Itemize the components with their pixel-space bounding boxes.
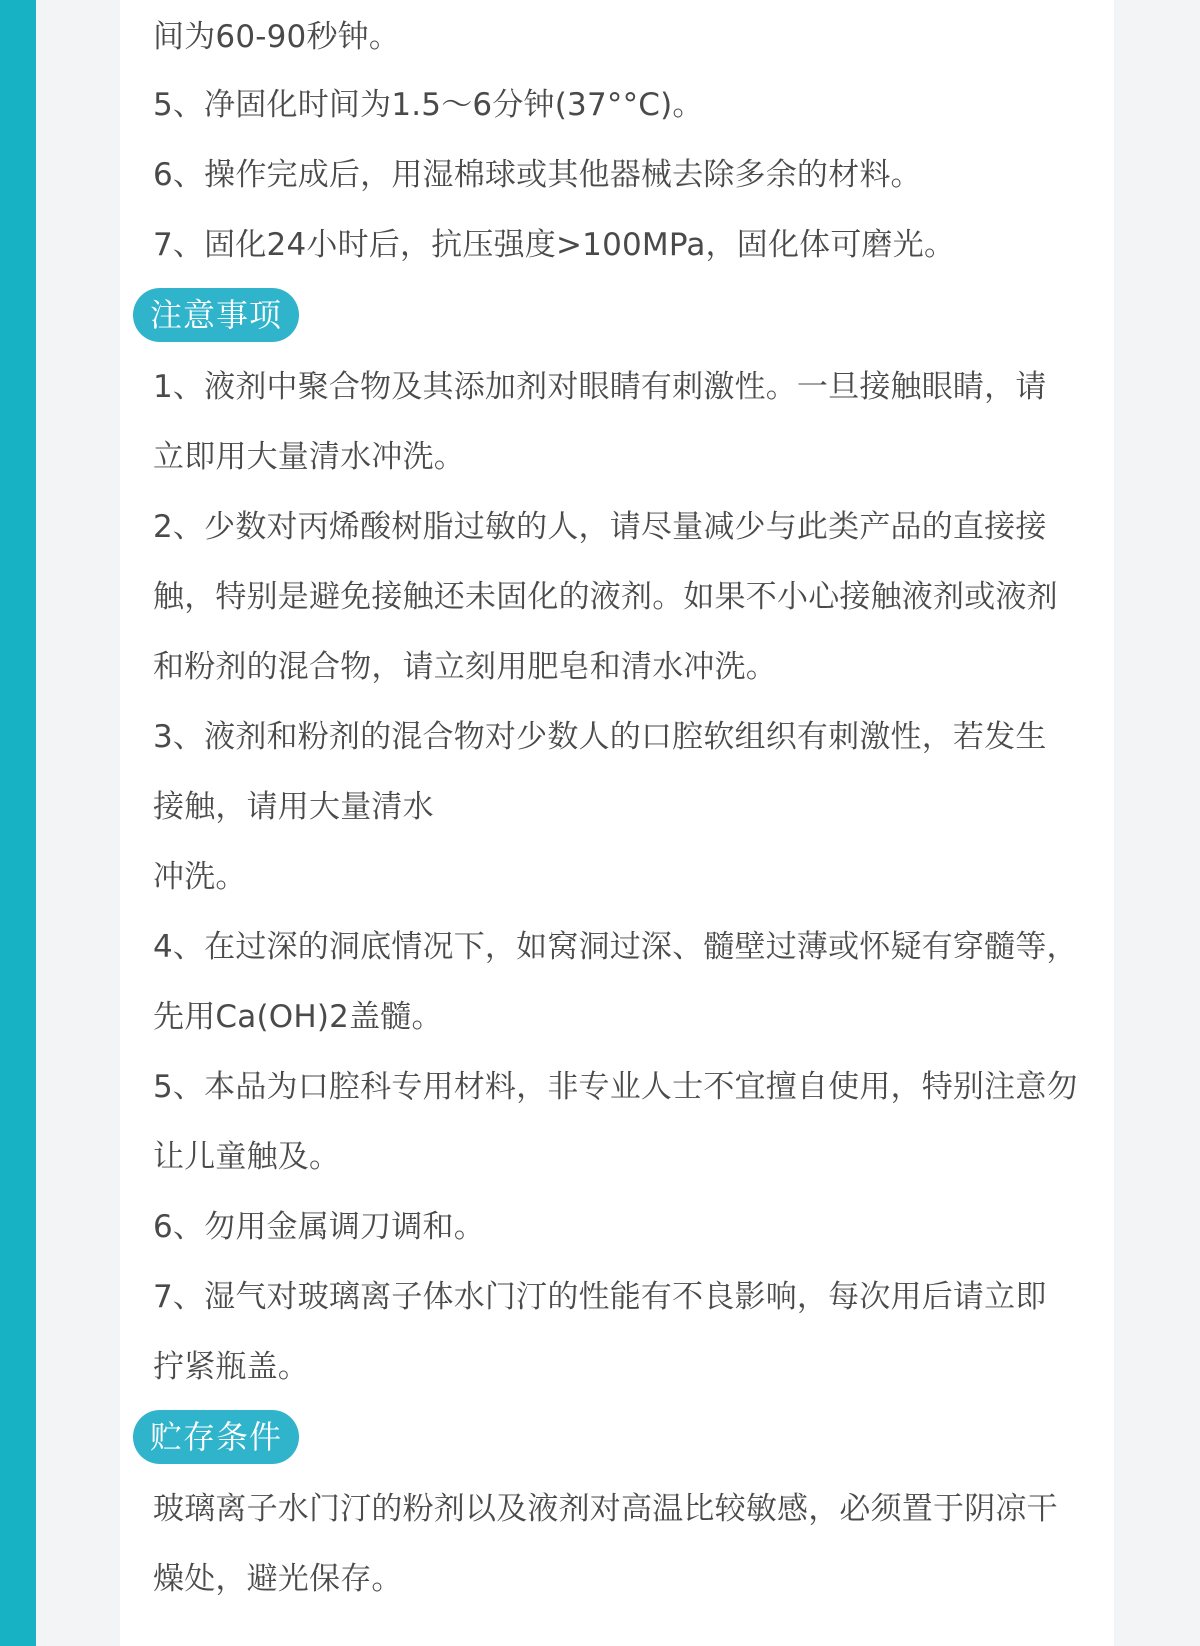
text-line: 间为60-90秒钟。 — [153, 19, 401, 55]
left-accent-bar — [0, 0, 36, 1646]
text-line: 燥处，避光保存。 — [153, 1561, 403, 1597]
text-line: 立即用大量清水冲洗。 — [153, 439, 465, 475]
text-line: 6、操作完成后，用湿棉球或其他器械去除多余的材料。 — [153, 157, 922, 193]
text-line: 4、在过深的洞底情况下，如窝洞过深、髓壁过薄或怀疑有穿髓等， — [153, 929, 1078, 965]
text-line: 3、液剂和粉剂的混合物对少数人的口腔软组织有刺激性，若发生 — [153, 719, 1047, 755]
text-line: 7、湿气对玻璃离子体水门汀的性能有不良影响，每次用后请立即 — [153, 1279, 1047, 1315]
text-line: 先用Ca(OH)2盖髓。 — [153, 999, 443, 1035]
text-line: 5、本品为口腔科专用材料，非专业人士不宜擅自使用，特别注意勿 — [153, 1069, 1078, 1105]
section-tag-storage: 贮存条件 — [133, 1410, 299, 1464]
text-line: 接触，请用大量清水 — [153, 789, 434, 825]
text-line: 5、净固化时间为1.5～6分钟(37°°C)。 — [153, 87, 704, 123]
usage-steps — [153, 0, 1093, 280]
text-line: 玻璃离子水门汀的粉剂以及液剂对高温比较敏感，必须置于阴凉干 — [153, 1491, 1058, 1527]
section-tag-precautions: 注意事项 — [133, 288, 299, 342]
text-line: 让儿童触及。 — [153, 1139, 341, 1175]
text-line: 拧紧瓶盖。 — [153, 1349, 309, 1385]
text-line: 和粉剂的混合物，请立刻用肥皂和清水冲洗。 — [153, 649, 777, 685]
text-line: 冲洗。 — [153, 859, 247, 895]
text-line: 2、少数对丙烯酸树脂过敏的人，请尽量减少与此类产品的直接接 — [153, 509, 1047, 545]
text-line: 6、勿用金属调刀调和。 — [153, 1209, 485, 1245]
text-line: 1、液剂中聚合物及其添加剂对眼睛有刺激性。一旦接触眼睛，请 — [153, 369, 1047, 405]
text-line: 7、固化24小时后，抗压强度>100MPa，固化体可磨光。 — [153, 227, 956, 263]
precautions-list — [153, 352, 1093, 1402]
text-line: 触，特别是避免接触还未固化的液剂。如果不小心接触液剂或液剂 — [153, 579, 1058, 615]
storage-text — [153, 1474, 1093, 1614]
